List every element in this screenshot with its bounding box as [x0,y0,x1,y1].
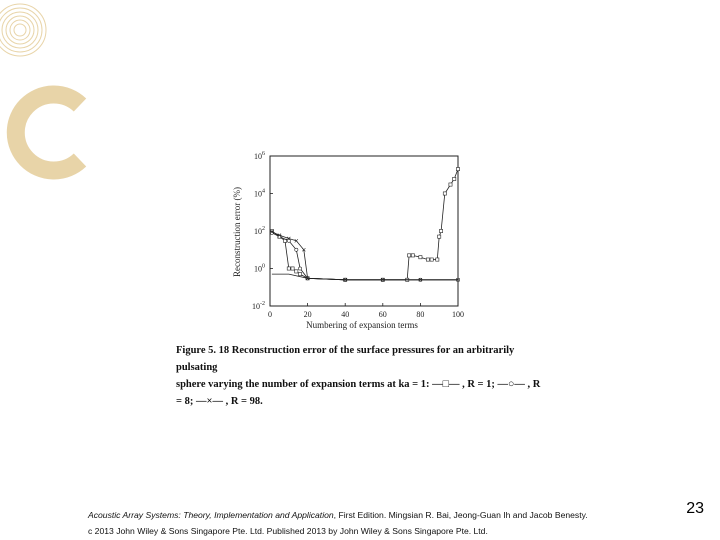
square-marker [449,183,452,186]
square-marker [453,177,456,180]
square-marker [439,229,442,232]
ring-outlines [0,4,46,56]
page-number: 23 [686,500,704,517]
decorative-rings [0,0,90,200]
square-marker [295,270,298,273]
square-marker [298,273,301,276]
y-tick-label: $10^4$ [254,188,265,199]
x-tick-label: 20 [303,310,312,319]
square-marker [436,258,439,261]
book-title: Acoustic Array Systems: Theory, Implementation and Application [88,510,334,520]
axes-layer [270,156,458,306]
thick-ring-arc [16,95,80,171]
y-tick-label: $10^0$ [254,263,265,274]
citation-footer [88,507,688,539]
square-marker [456,168,459,171]
x-tick-label: 60 [378,310,387,319]
series-square-line [272,169,458,280]
caption-line-2: sphere varying the number of expansion terms at ka = 1: —□— , R = 1; —○— , R [176,379,541,390]
citation-line-1 [88,507,688,523]
square-marker [419,256,422,259]
square-marker [291,267,294,270]
x-tick-label: 80 [416,310,425,319]
ticks-layer [252,151,464,319]
x-tick-label: 100 [452,310,464,319]
figure-plot [230,148,470,338]
circle-marker [298,267,301,270]
y-axis-label: Reconstruction error (%) [232,187,242,277]
figure-caption [176,342,546,410]
citation-authors: , First Edition. Mingsian R. Bai, Jeong-Guan Ih and Jacob Benesty. [333,510,588,520]
x-tick-label: 40 [341,310,350,319]
square-marker [408,254,411,257]
circle-marker [295,248,298,251]
plot-frame [270,156,458,306]
x-axis-label: Numbering of expansion terms [306,320,418,330]
square-marker [411,254,414,257]
caption-line-3: = 8; —×— , R = 98. [176,396,263,407]
square-marker [430,258,433,261]
square-marker [426,258,429,261]
citation-line-2: c 2013 John Wiley & Sons Singapore Pte. Ltd. Published 2013 by John Wiley & Sons Singapore Pte. Ltd. [88,526,488,536]
y-tick-label: $10^6$ [254,151,265,161]
y-tick-label: $10^2$ [254,226,265,236]
caption-line-1: Figure 5. 18 Reconstruction error of the surface pressures for an arbitrarily pulsating [176,345,515,373]
square-marker [287,267,290,270]
x-tick-label: 0 [268,310,272,319]
chart-svg [230,148,470,338]
series-layer [270,168,459,282]
y-tick-label: $10^{-2}$ [252,301,265,311]
square-marker [443,192,446,195]
square-marker [438,235,441,238]
